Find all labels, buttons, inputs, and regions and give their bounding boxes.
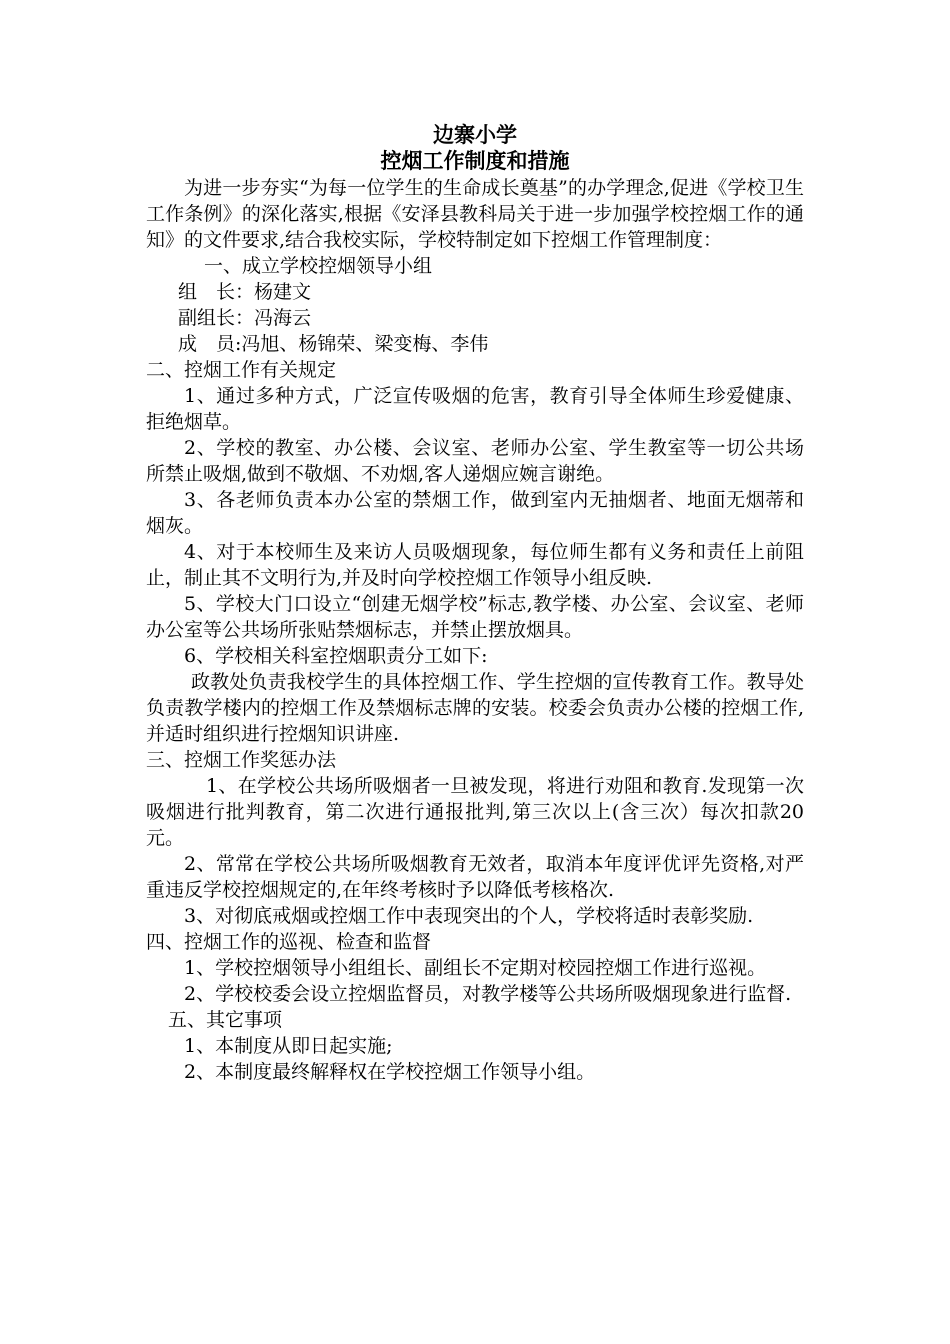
section-5-heading: 五、其它事项 bbox=[168, 1009, 283, 1031]
list-item: 6、学校相关科室控烟职责分工如下: bbox=[184, 645, 488, 667]
list-item: 5、学校大门口设立“创建无烟学校”标志,教学楼、办公室、会议室、老师办公室等公共场所张贴禁烟标志，并禁止摆放烟具。 bbox=[146, 593, 804, 641]
school-name: 边寨小学 bbox=[433, 123, 517, 147]
document-body bbox=[146, 175, 804, 1085]
list-item: 2、常常在学校公共场所吸烟教育无效者，取消本年度评优评先资格,对严重违反学校控烟规定的,在年终考核时予以降低考核格次. bbox=[146, 853, 804, 901]
duty-paragraph: 政教处负责我校学生的具体控烟工作、学生控烟的宣传教育工作。教导处负责教学楼内的控烟工作及禁烟标志牌的安装。校委会负责办公楼的控烟工作,并适时组织进行控烟知识讲座. bbox=[146, 671, 804, 745]
list-item: 2、本制度最终解释权在学校控烟工作领导小组。 bbox=[184, 1061, 596, 1083]
intro-paragraph: 为进一步夯实“为每一位学生的生命成长奠基”的办学理念,促进《学校卫生工作条例》的深化落实,根据《安泽县教科局关于进一步加强学校控烟工作的通知》的文件要求,结合我校实际，学校特制定如下控烟工作管理制度： bbox=[146, 177, 804, 251]
group-leader: 组 长：杨建文 bbox=[178, 281, 312, 303]
document-title: 控烟工作制度和措施 bbox=[380, 149, 570, 173]
section-2-heading: 二、控烟工作有关规定 bbox=[146, 359, 337, 381]
section-4-heading: 四、控烟工作的巡视、检查和监督 bbox=[146, 931, 432, 953]
list-item: 1、在学校公共场所吸烟者一旦被发现，将进行劝阻和教育.发现第一次吸烟进行批判教育，第二次进行通报批判,第三次以上(含三次）每次扣款20元。 bbox=[146, 775, 804, 849]
list-item: 3、对彻底戒烟或控烟工作中表现突出的个人，学校将适时表彰奖励. bbox=[184, 905, 754, 927]
group-members: 成 员:冯旭、杨锦荣、梁变梅、李伟 bbox=[178, 333, 489, 355]
group-deputy: 副组长：冯海云 bbox=[178, 307, 312, 329]
list-item: 1、通过多种方式，广泛宣传吸烟的危害，教育引导全体师生珍爱健康、拒绝烟草。 bbox=[146, 385, 804, 433]
list-item: 3、各老师负责本办公室的禁烟工作，做到室内无抽烟者、地面无烟蒂和烟灰。 bbox=[146, 489, 804, 537]
list-item: 2、学校校委会设立控烟监督员，对教学楼等公共场所吸烟现象进行监督. bbox=[184, 983, 792, 1005]
list-item: 4、对于本校师生及来访人员吸烟现象，每位师生都有义务和责任上前阻止，制止其不文明行为,并及时向学校控烟工作领导小组反映. bbox=[146, 541, 804, 589]
list-item: 2、学校的教室、办公楼、会议室、老师办公室、学生教室等一切公共场所禁止吸烟,做到不敬烟、不劝烟,客人递烟应婉言谢绝。 bbox=[146, 437, 804, 485]
section-3-heading: 三、控烟工作奖惩办法 bbox=[146, 749, 337, 771]
section-1-heading: 一、成立学校控烟领导小组 bbox=[204, 255, 433, 277]
list-item: 1、本制度从即日起实施; bbox=[184, 1035, 393, 1057]
list-item: 1、学校控烟领导小组组长、副组长不定期对校园控烟工作进行巡视。 bbox=[184, 957, 767, 979]
